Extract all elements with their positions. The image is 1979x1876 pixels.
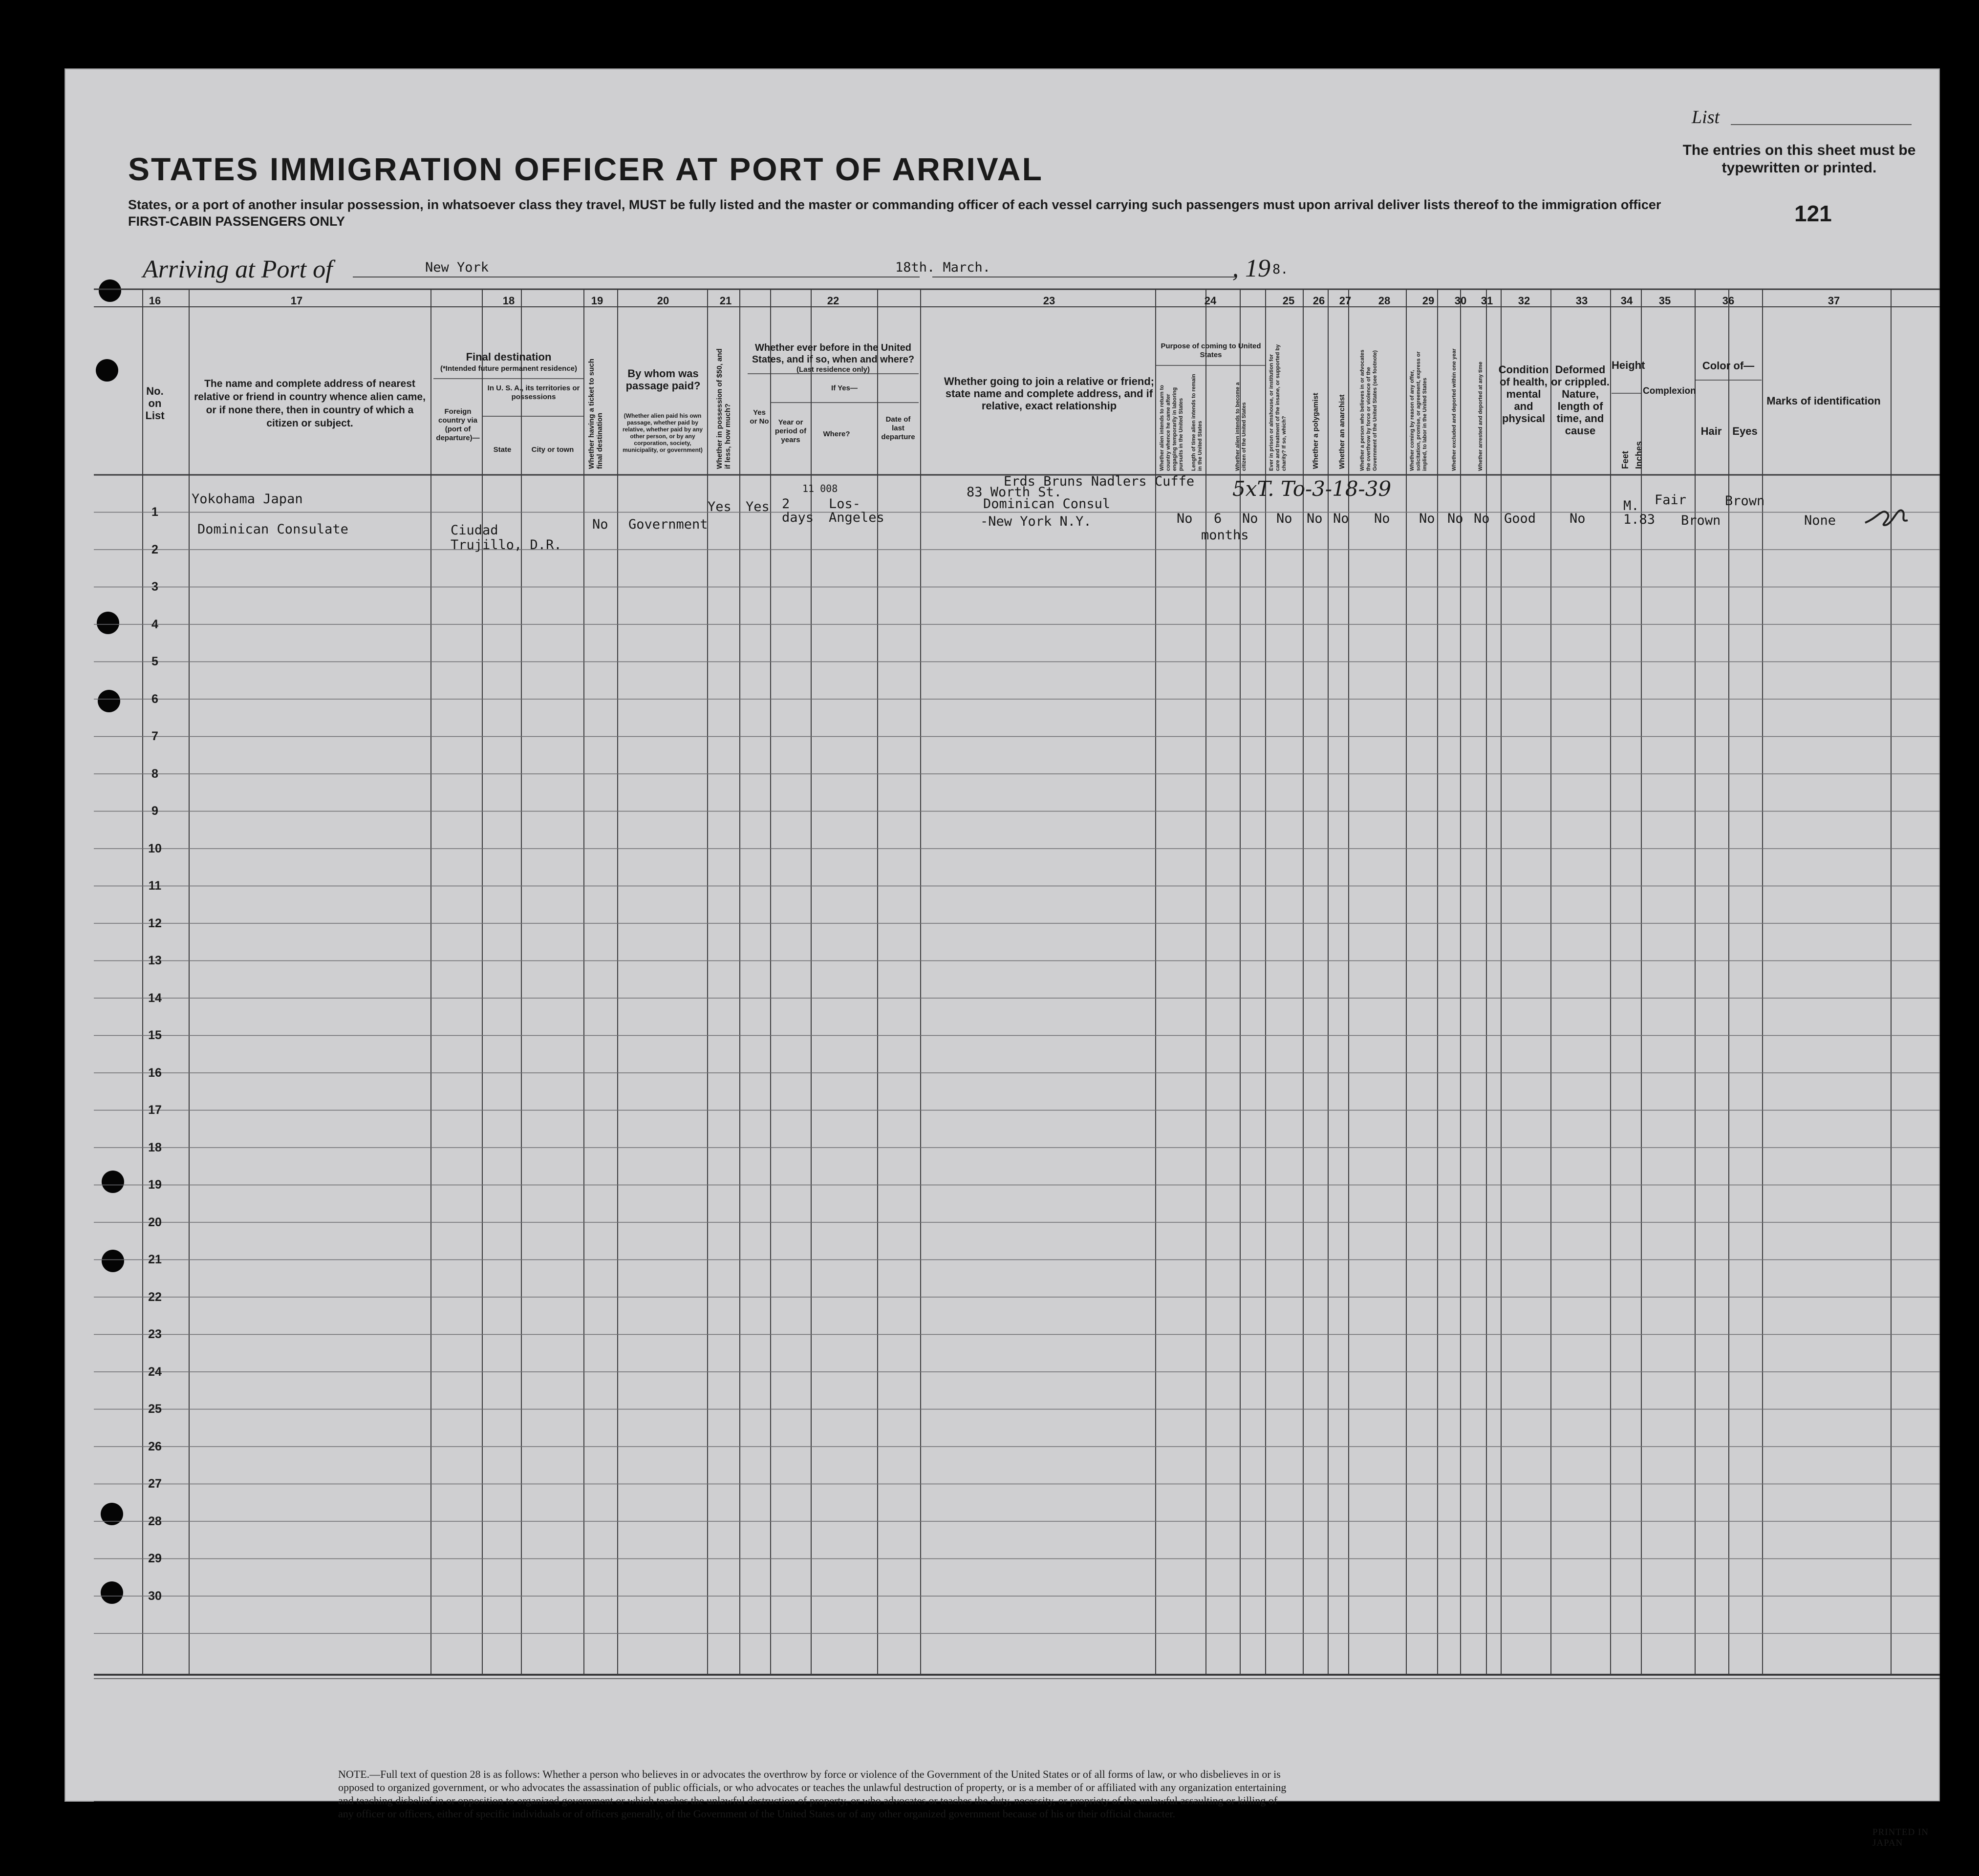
column-number-18: 18 <box>502 295 515 307</box>
overthrow-value: No <box>1374 511 1390 526</box>
join-line1: Erds Bruns Nadlers Cuffe <box>1004 474 1195 489</box>
arriving-label: Arriving at Port of <box>143 256 333 283</box>
column-number-22: 22 <box>827 295 839 307</box>
row-number: 5 <box>151 655 158 668</box>
anarchist-value: No <box>1333 511 1349 526</box>
header-length-of-time: Length of time alien intends to remain in the United States <box>1191 374 1203 471</box>
marks-value: None <box>1804 513 1836 528</box>
years-line2: days <box>782 510 814 525</box>
entries-note: The entries on this sheet must be typewritten or printed. <box>1682 142 1916 176</box>
column-number-23: 23 <box>1043 295 1055 307</box>
citizen-value: No <box>1242 511 1258 526</box>
arrested-value: No <box>1474 511 1490 526</box>
printed-in-japan: PRINTED IN JAPAN <box>1872 1827 1929 1848</box>
hair-value: Brown <box>1681 513 1721 528</box>
possession-value: Yes <box>708 499 731 514</box>
row-number: 20 <box>148 1215 162 1229</box>
row-number: 15 <box>148 1028 162 1042</box>
excluded-value: No <box>1447 511 1463 526</box>
header-no-on-list: No. on List <box>145 385 165 422</box>
column-number-31: 31 <box>1481 295 1493 307</box>
years-line1: 2 <box>782 496 790 512</box>
join-line2: 83 Worth St. <box>967 485 1062 500</box>
row-number: 12 <box>148 916 162 930</box>
header-excluded: Whether excluded and deported within one year <box>1451 348 1457 471</box>
header-overthrow: Whether a person who believes in or advocates the overthrow by force or violence of the Government of the United States (see footnote) <box>1359 349 1378 471</box>
handwritten-annotation: 5xT. To-3-18-39 <box>1232 477 1392 501</box>
intro-line-1: States, or a port of another insular possession, in whatsoever class they travel, MUST be fully listed and the master or commanding officer of each vessel carrying such passengers must upon arrival deliver lists thereof to the immigration officer <box>128 197 1661 212</box>
year-suffix: 8. <box>1272 262 1289 277</box>
annotation-small: 11 008 <box>802 483 838 494</box>
column-number-20: 20 <box>657 295 669 307</box>
ticket-value: No <box>592 517 608 532</box>
header-final-destination: Final destination <box>466 351 552 363</box>
header-passage-paid-note: (Whether alien paid his own passage, whether paid by relative, whether paid by any other person, or by any corporation, society, municipality, or government) <box>622 412 703 453</box>
column-number-37: 37 <box>1828 295 1840 307</box>
column-number-24: 24 <box>1204 295 1217 307</box>
header-deformed: Deformed or crippled. Nature, length of time, and cause <box>1551 363 1610 437</box>
polygamist-value: No <box>1307 511 1323 526</box>
page-title: STATES IMMIGRATION OFFICER AT PORT OF ARRIVAL <box>128 151 1043 187</box>
health-value: Good <box>1504 511 1536 526</box>
footnote-question-28: NOTE.—Full text of question 28 is as follows: Whether a person who believes in or advocates the overthrow by force or violence of the Government of the United States or of all forms of law, or who disbelieves in or is opposed to organized government, or who advocates the assassination of public officials, or who advocates or teaches the unlawful destruction of property, or is a member of or affiliated with any organization entertaining and teaching disbelief in or opposition to organized government or which teaches the unlawful destruction of property, or who advocates or teaches the duty, necessity, or propriety of the unlawful assaulting or killing of any officer or officers, either of specific individuals or of officers generally, of the Government of the United States or of any other organized government because of his or their official character. <box>338 1768 1287 1820</box>
row-number: 29 <box>148 1552 162 1565</box>
relative-address-line1: Yokohama Japan <box>192 491 303 507</box>
header-year-period: Year or period of years <box>774 418 807 444</box>
row-number: 14 <box>148 991 162 1005</box>
purpose-value: No <box>1177 511 1193 526</box>
height-inches-value: 1.83 <box>1623 512 1656 527</box>
header-offer: Whether coming by reason of any offer, solicitation, promise, or agreement, express or implied, to labor in the United States <box>1409 351 1428 471</box>
header-citizen: Whether alien intends to become a citizen of the United States <box>1235 382 1247 471</box>
row-number: 10 <box>148 841 162 855</box>
manifest-sheet <box>65 68 1940 1848</box>
header-feet: Feet <box>1620 450 1630 469</box>
header-hair: Hair <box>1700 425 1722 437</box>
header-ever-before: Whether ever before in the United States, and if so, when and where? <box>752 342 915 365</box>
header-inches: Inches <box>1634 441 1644 469</box>
header-possession-50: Whether in possession of $50, and if less, how much? <box>715 348 732 469</box>
header-nearest-relative: The name and complete address of nearest relative or friend in country whence alien came, or if none there, then in country of which a citizen or subject. <box>194 378 426 429</box>
handwritten-initials <box>1863 498 1916 533</box>
row-number: 30 <box>148 1589 162 1603</box>
header-final-destination-note: (*Intended future permanent residence) <box>440 364 578 373</box>
header-polygamist: Whether a polygamist <box>1312 393 1320 469</box>
table-grid <box>65 68 1940 1802</box>
prison-value: No <box>1276 511 1292 526</box>
row-number: 23 <box>148 1327 162 1341</box>
port-value: New York <box>425 260 489 275</box>
header-complexion: Complexion <box>1643 386 1696 396</box>
column-number-30: 30 <box>1454 295 1467 307</box>
column-number-21: 21 <box>719 295 732 307</box>
row-number: 6 <box>151 692 158 706</box>
row-number: 18 <box>148 1140 162 1154</box>
column-number-36: 36 <box>1722 295 1735 307</box>
row-number: 19 <box>148 1178 162 1192</box>
page-number: 121 <box>1794 201 1832 226</box>
row-number: 21 <box>148 1253 162 1266</box>
column-number-19: 19 <box>591 295 603 307</box>
row-number: 25 <box>148 1402 162 1416</box>
row-number: 27 <box>148 1477 162 1491</box>
row-number: 1 <box>151 505 158 519</box>
header-purpose-return: Whether alien intends to return to country whence he came after engaging temporarily in laboring pursuits in the United States <box>1159 384 1184 471</box>
row-number: 7 <box>151 729 158 743</box>
height-feet-value: M. <box>1623 498 1639 513</box>
where-line1: Los- <box>829 496 861 512</box>
row-number: 4 <box>151 617 158 631</box>
header-purpose: Purpose of coming to United States <box>1161 342 1261 359</box>
header-height: Height <box>1612 359 1645 371</box>
header-in-usa: In U. S. A., its territories or possessions <box>487 384 580 401</box>
header-eyes: Eyes <box>1732 425 1758 437</box>
row-number: 13 <box>148 954 162 967</box>
column-number-26: 26 <box>1312 295 1325 307</box>
row-number: 26 <box>148 1439 162 1453</box>
row-number: 11 <box>148 879 162 893</box>
header-color-of: Color of— <box>1702 360 1755 372</box>
header-state: State <box>493 446 512 454</box>
intro-line-2: FIRST-CABIN PASSENGERS ONLY <box>128 214 345 229</box>
header-ticket: Whether having a ticket to such final destination <box>587 359 604 469</box>
row-number: 17 <box>148 1103 162 1117</box>
row-number: 22 <box>148 1290 162 1304</box>
column-number-35: 35 <box>1658 295 1671 307</box>
header-joining: Whether going to join a relative or friend; state name and complete address, and if relative, exact relationship <box>944 375 1155 412</box>
passage-value: Government <box>628 517 708 532</box>
deformed-value: No <box>1570 511 1586 526</box>
column-number-16: 16 <box>149 295 161 307</box>
join-line3: Dominican Consul <box>983 496 1111 512</box>
foreign-country-line2: Trujillo, D.R. <box>451 537 562 553</box>
complexion-value: Fair <box>1655 492 1687 508</box>
header-date-departure: Date of last departure <box>881 415 915 441</box>
header-health: Condition of health, mental and physical <box>1498 363 1549 425</box>
header-arrested: Whether arrested and deported at any time <box>1478 362 1484 471</box>
row-number: 2 <box>151 542 158 556</box>
column-number-29: 29 <box>1422 295 1435 307</box>
header-passage-paid: By whom was passage paid? <box>625 367 701 392</box>
year-prefix: , 19 <box>1232 255 1270 282</box>
where-line2: Angeles <box>829 510 884 525</box>
ever-before-value: Yes <box>746 499 770 514</box>
header-city: City or town <box>531 446 574 454</box>
date-value: 18th. March. <box>895 260 991 275</box>
header-anarchist: Whether an anarchist <box>1338 394 1346 469</box>
header-yes-or-no: Yes or No <box>750 408 769 426</box>
column-number-17: 17 <box>290 295 303 307</box>
list-label: List <box>1692 107 1720 128</box>
header-last-residence: (Last residence only) <box>796 365 870 374</box>
row-number: 9 <box>151 804 158 818</box>
row-number: 28 <box>148 1514 162 1528</box>
header-prison: Ever in prison or almshouse, or institution for care and treatment of the insane, or supported by charity? If so, which? <box>1269 344 1287 471</box>
column-number-34: 34 <box>1620 295 1633 307</box>
header-where: Where? <box>823 430 850 438</box>
column-number-25: 25 <box>1282 295 1295 307</box>
row-number: 8 <box>151 767 158 781</box>
column-number-27: 27 <box>1339 295 1352 307</box>
column-number-32: 32 <box>1518 295 1530 307</box>
header-if-yes: If Yes— <box>831 384 858 392</box>
eyes-value: Brown <box>1725 493 1765 509</box>
row-number: 24 <box>148 1364 162 1379</box>
column-number-33: 33 <box>1575 295 1588 307</box>
column-number-28: 28 <box>1378 295 1391 307</box>
header-foreign-country: Foreign country via (port of departure)— <box>436 407 480 442</box>
join-line4: -New York N.Y. <box>980 514 1092 529</box>
row-number: 3 <box>151 580 158 594</box>
length-line1: 6 <box>1214 511 1222 526</box>
row-number: 16 <box>148 1066 162 1080</box>
offer-value: No <box>1419 511 1435 526</box>
foreign-country-line1: Ciudad <box>451 523 498 538</box>
length-line2: months <box>1201 528 1249 543</box>
header-marks: Marks of identification <box>1766 395 1881 407</box>
relative-address-line2: Dominican Consulate <box>197 522 348 537</box>
